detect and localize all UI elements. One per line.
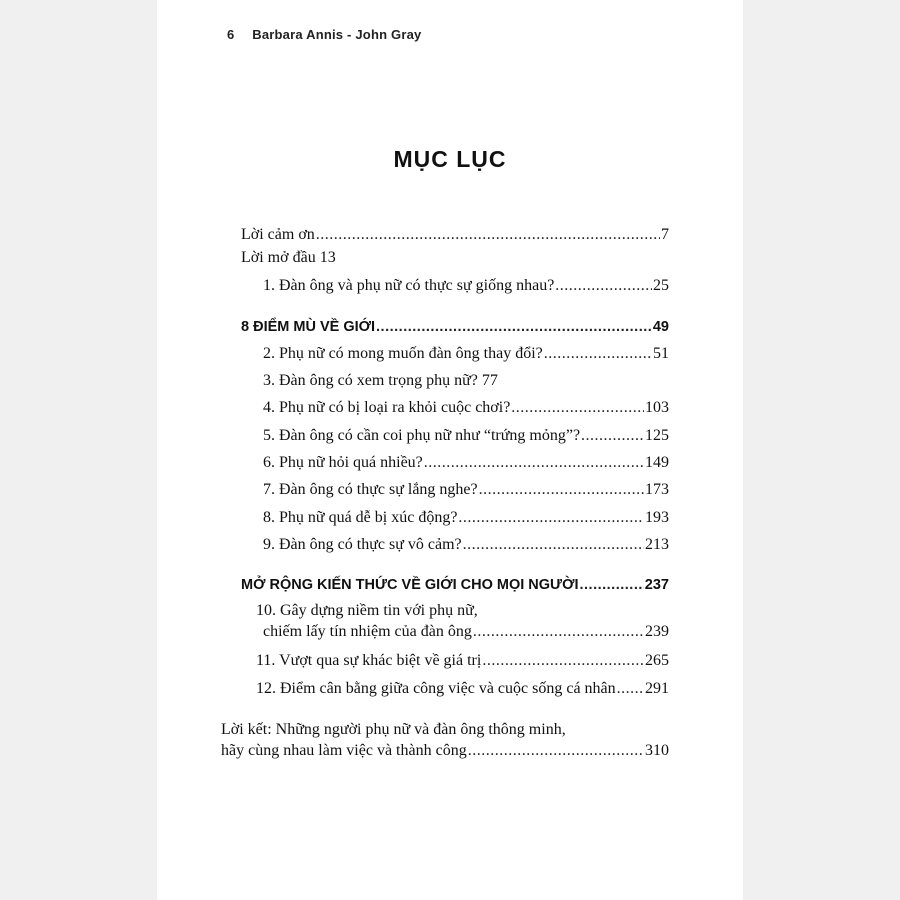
toc-part-page: 237 (644, 577, 669, 593)
dot-leader (555, 276, 652, 296)
toc-entry-page: 291 (645, 680, 669, 697)
toc-entry-chapter-2 (263, 344, 669, 364)
toc-entry-chapter-4 (263, 398, 669, 418)
toc-part-label: 8 ĐIỂM MÙ VỀ GIỚI (241, 319, 376, 335)
dot-leader (482, 651, 644, 671)
toc-part-label: MỞ RỘNG KIẾN THỨC VỀ GIỚI CHO MỌI NGƯỜI (241, 577, 579, 593)
toc-entry-epilogue (221, 741, 669, 761)
dot-leader (473, 622, 644, 642)
toc-entry-chapter-3: 3. Đàn ông có xem trọng phụ nữ? 77 (263, 372, 498, 389)
toc-entry-label: Lời cảm ơn (241, 226, 315, 243)
toc-entry-acknowledgments (241, 225, 669, 245)
toc-entry-epilogue-line-1: Lời kết: Những người phụ nữ và đàn ông thông minh, (221, 721, 566, 738)
header-page-number: 6 (227, 27, 235, 42)
book-page (157, 0, 743, 900)
toc-entry-page: 310 (645, 742, 669, 759)
toc-entry-page: 173 (645, 481, 669, 498)
toc-entry-page: 103 (645, 399, 669, 416)
toc-entry-chapter-1 (263, 276, 669, 296)
toc-entry-page: 125 (645, 427, 669, 444)
toc-entry-chapter-5 (263, 426, 669, 446)
dot-leader (458, 508, 644, 528)
dot-leader (479, 480, 644, 500)
toc-entry-label: 9. Đàn ông có thực sự vô cảm? (263, 536, 462, 553)
toc-entry-chapter-12 (256, 679, 669, 699)
toc-entry-chapter-11 (256, 651, 669, 671)
page-title: MỤC LỤC (393, 146, 507, 172)
toc-entry-label: 8. Phụ nữ quá dễ bị xúc động? (263, 509, 458, 526)
toc-entry-page: 25 (653, 277, 669, 294)
dot-leader (424, 453, 644, 473)
toc-part-1 (241, 317, 669, 337)
dot-leader (617, 679, 644, 699)
toc-entry-chapter-8 (263, 508, 669, 528)
toc-entry-label: 4. Phụ nữ có bị loại ra khỏi cuộc chơi? (263, 399, 511, 416)
toc-entry-label: 12. Điểm cân bằng giữa công việc và cuộc sống cá nhân (256, 680, 616, 697)
toc-entry-chapter-9 (263, 535, 669, 555)
dot-leader (581, 426, 644, 446)
toc-entry-label: 7. Đàn ông có thực sự lắng nghe? (263, 481, 478, 498)
header-authors: Barbara Annis - John Gray (252, 27, 422, 42)
toc-entry-label: 2. Phụ nữ có mong muốn đàn ông thay đổi? (263, 345, 543, 362)
toc-entry-page: 7 (661, 226, 669, 243)
toc-entry-page: 193 (645, 509, 669, 526)
toc-part-2 (241, 575, 669, 595)
toc-entry-label: 11. Vượt qua sự khác biệt về giá trị (256, 652, 482, 669)
dot-leader (316, 225, 660, 245)
toc-entry-page: 265 (645, 652, 669, 669)
toc-entry-preface: Lời mở đầu 13 (241, 249, 336, 266)
toc-entry-label: 5. Đàn ông có cần coi phụ nữ như “trứng mỏng”? (263, 427, 581, 444)
toc-entry-chapter-6 (263, 453, 669, 473)
dot-leader (468, 741, 644, 761)
toc-entry-page: 239 (645, 623, 669, 640)
toc-entry-page: 213 (645, 536, 669, 553)
toc-entry-label: 1. Đàn ông và phụ nữ có thực sự giống nhau? (263, 277, 555, 294)
dot-leader (579, 575, 643, 595)
dot-leader (511, 398, 644, 418)
toc-entry-chapter-10-line-1: 10. Gây dựng niềm tin với phụ nữ, (256, 602, 478, 619)
toc-entry-label: 6. Phụ nữ hỏi quá nhiều? (263, 454, 423, 471)
toc-entry-label: chiếm lấy tín nhiệm của đàn ông (263, 623, 472, 640)
toc-entry-page: 149 (645, 454, 669, 471)
toc-entry-page: 51 (653, 345, 669, 362)
toc-entry-label: hãy cùng nhau làm việc và thành công (221, 742, 467, 759)
running-header (227, 27, 421, 42)
dot-leader (544, 344, 652, 364)
dot-leader (376, 317, 652, 337)
dot-leader (463, 535, 644, 555)
toc-entry-chapter-10 (263, 622, 669, 642)
toc-entry-chapter-7 (263, 480, 669, 500)
toc-part-page: 49 (652, 319, 669, 335)
